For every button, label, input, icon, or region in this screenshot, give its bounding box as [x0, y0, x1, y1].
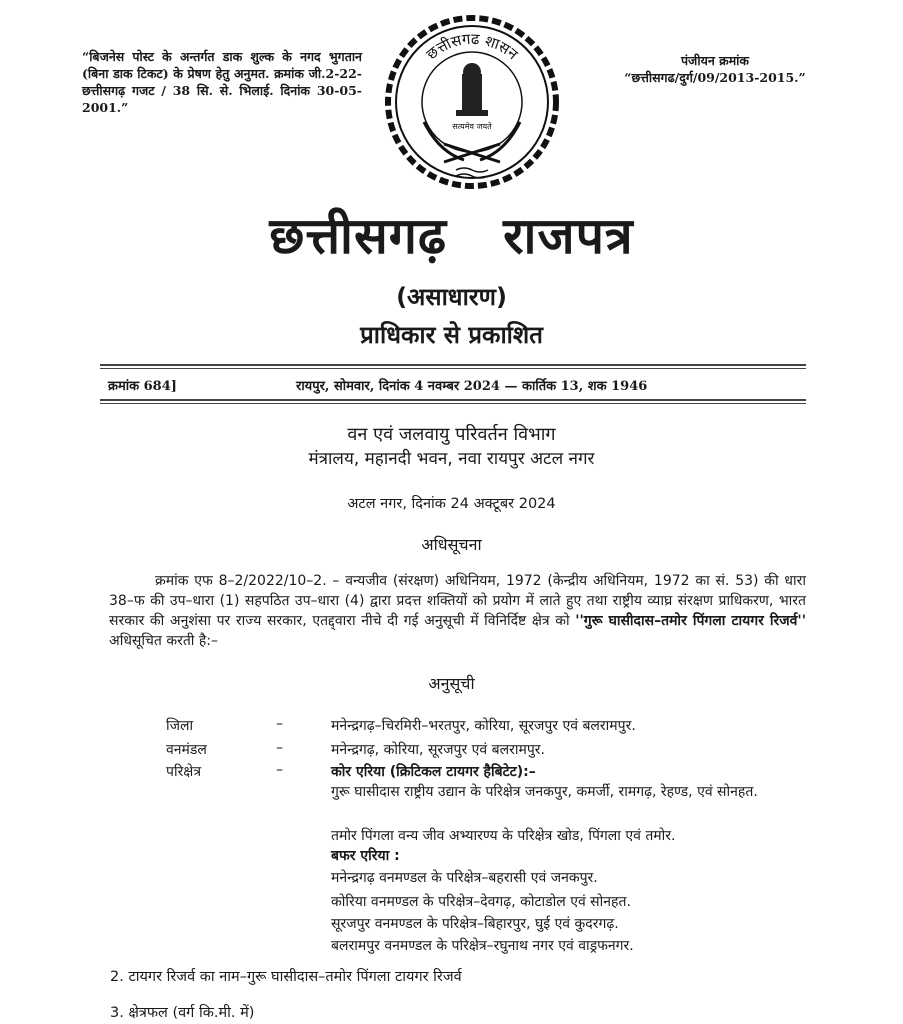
buffer-line: बलरामपुर वनमण्डल के परिक्षेत्र–रघुनाथ नगर एवं वाड्रफनगर. [331, 938, 634, 954]
district-value: मनेन्द्रगढ़–चिरमिरी–भरतपुर, कोरिया, सूरजपुर एवं बलरामपुर. [331, 718, 636, 734]
svg-text:छत्तीसगढ शासन: छत्तीसगढ शासन [422, 29, 522, 64]
core-area-heading: कोर एरिया (क्रिटिकल टायगर हैबिटेट):– [331, 764, 536, 780]
svg-text:सत्यमेव जयते: सत्यमेव जयते [452, 122, 492, 131]
department-name: वन एवं जलवायु परिवर्तन विभाग [347, 424, 556, 445]
postal-permit-note: “बिजनेस पोस्ट के अन्तर्गत डाक शुल्क के नगद भुगतान (बिना डाक टिकट) के प्रेषण हेतु अनुमत. क्रमांक जी.2-22-छत्तीसगढ़ गजट / 38 सि. से. भिलाई. दिनांक 30-05-2001.” [82, 49, 362, 115]
registration-label: पंजीयन क्रमांक [680, 53, 750, 68]
range-dash: – [276, 762, 283, 778]
district-label: जिला [166, 718, 194, 734]
division-value: मनेन्द्रगढ़, कोरिया, सूरजपुर एवं बलरामपुर. [331, 742, 545, 758]
title-state: छत्तीसगढ़ [269, 207, 448, 265]
item-area: 3. क्षेत्रफल (वर्ग कि.मी. में) [110, 1005, 255, 1021]
core-area-line-2: तमोर पिंगला वन्य जीव अभ्यारण्य के परिक्षेत्र खोड, पिंगला एवं तमोर. [331, 828, 676, 844]
issue-number: क्रमांक 684] [108, 379, 177, 394]
gazette-authority: प्राधिकार से प्रकाशित [360, 321, 543, 349]
reserve-name-bold: ''गुरू घासीदास–तमोर पिंगला टायगर रिजर्व'' [575, 613, 806, 629]
paragraph-text: क्रमांक एफ 8–2/2022/10–2. – वन्यजीव (संरक्षण) अधिनियम, 1972 (केन्द्रीय अधिनियम, 1972 का सं. 53) की धारा 38–फ की उप–धारा (1) सहपठित उप–धारा (4) द्वारा प्रदत्त शक्तियों को प्रयोग में लाते हुए तथा राष्ट्रीय व्याघ्र संरक्षण प्राधिकरण, भारत सरकार की अनुशंसा पर राज्य सरकार, एतद्द्वारा नीचे दी गई अनुसूची में विनिर्दिष्ट क्षेत्र को [109, 573, 806, 629]
buffer-line: मनेन्द्रगढ़ वनमण्डल के परिक्षेत्र–बहरासी एवं जनकपुर. [331, 870, 598, 886]
gazette-title [0, 200, 903, 268]
bottom-rule-thin [100, 403, 806, 404]
schedule-heading: अनुसूची [428, 674, 475, 693]
department-address: मंत्रालय, महानदी भवन, नवा रायपुर अटल नगर [308, 449, 595, 469]
buffer-line: कोरिया वनमण्डल के परिक्षेत्र–देवगढ़, कोटाडोल एवं सोनहत. [331, 894, 631, 910]
gazette-type: (असाधारण) [396, 283, 507, 311]
range-label: परिक्षेत्र [166, 764, 202, 780]
registration-number: “छत्तीसगढ/दुर्ग/09/2013-2015.” [624, 70, 806, 85]
government-seal [384, 12, 560, 192]
division-dash: – [276, 740, 283, 756]
top-rule [100, 364, 806, 366]
core-area-line-1: गुरू घासीदास राष्ट्रीय उद्यान के परिक्षेत्र जनकपुर, कमर्जी, रामगढ़, रेहण्ड, एवं सोनहत. [331, 784, 758, 800]
registration-block [600, 52, 830, 86]
notification-date: अटल नगर, दिनांक 24 अक्टूबर 2024 [347, 496, 556, 512]
notification-heading: अधिसूचना [421, 535, 482, 554]
buffer-line: सूरजपुर वनमण्डल के परिक्षेत्र–बिहारपुर, घुई एवं कुदरगढ़. [331, 916, 619, 932]
bottom-rule [100, 399, 806, 401]
top-rule-thin [100, 368, 806, 369]
issue-date: रायपुर, सोमवार, दिनांक 4 नवम्बर 2024 — कार्तिक 13, शक 1946 [296, 379, 648, 394]
paragraph-end: अधिसूचित करती है:– [109, 633, 219, 649]
district-dash: – [276, 716, 283, 732]
title-gazette: राजपत्र [503, 207, 634, 265]
notification-paragraph [109, 571, 806, 651]
division-label: वनमंडल [166, 742, 207, 758]
buffer-area-heading: बफर एरिया : [331, 848, 400, 864]
seal-emblem-icon [384, 12, 560, 192]
item-reserve-name: 2. टायगर रिजर्व का नाम–गुरू घासीदास–तमोर पिंगला टायगर रिजर्व [110, 969, 462, 985]
